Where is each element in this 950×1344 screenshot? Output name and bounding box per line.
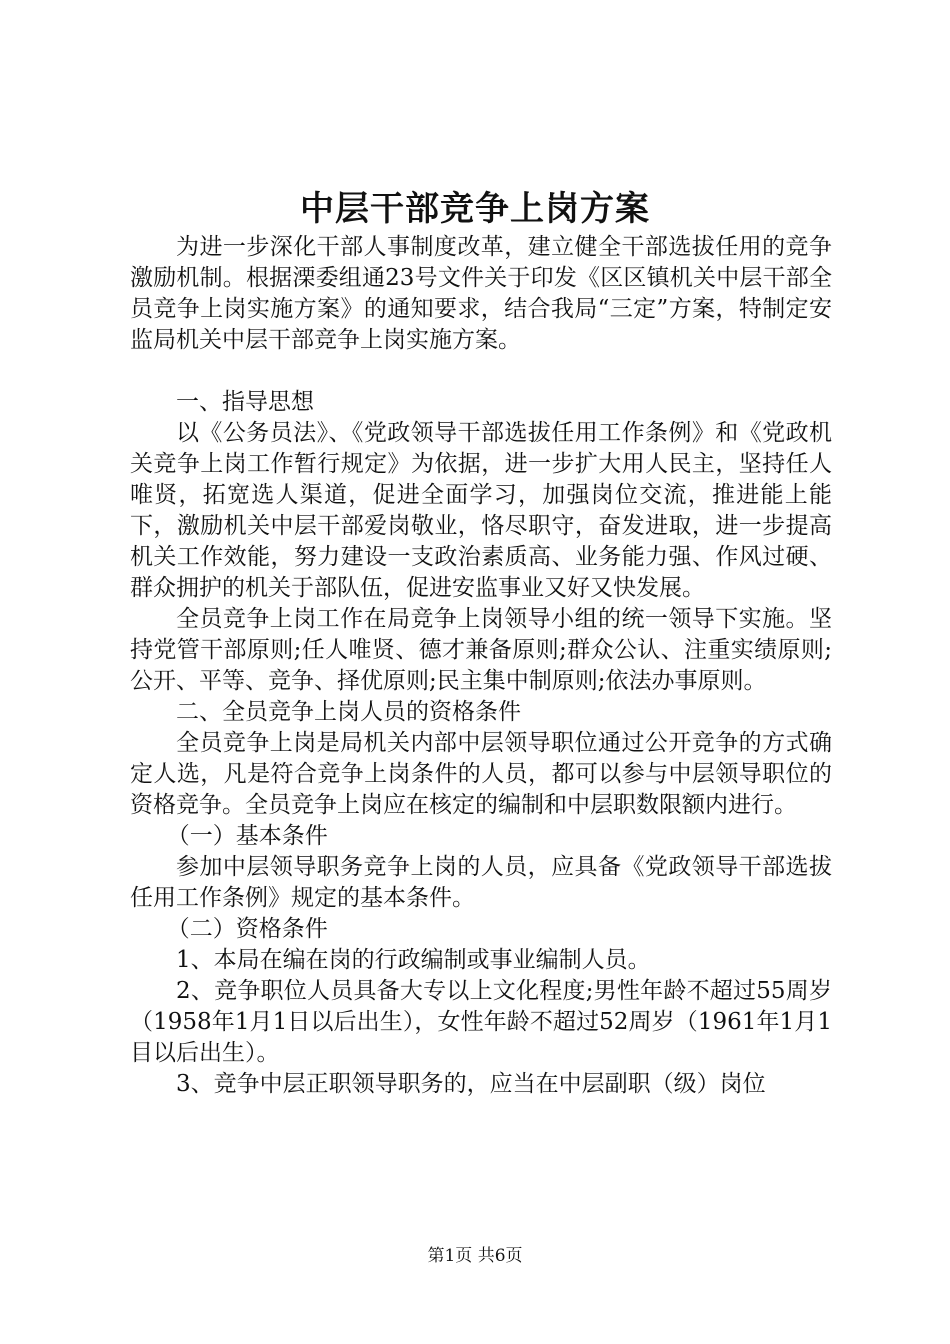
subsection-heading-eligibility-conditions: （二）资格条件	[166, 916, 328, 942]
document-body	[130, 232, 832, 1100]
document-title: 中层干部竞争上岗方案	[300, 189, 650, 229]
page-footer: 第1页 共6页	[427, 1246, 523, 1266]
body-paragraph: 全员竞争上岗工作在局竞争上岗领导小组的统一领导下实施。坚持党管干部原则;任人唯贤、德才兼备原则;群众公认、注重实绩原则;公开、平等、竞争、择优原则;民主集中制原则;依法办事原则。	[130, 606, 832, 694]
list-item: 3、竞争中层正职领导职务的，应当在中层副职（级）岗位	[176, 1071, 766, 1097]
section-heading-qualifications: 二、全员竞争上岗人员的资格条件	[176, 699, 521, 725]
body-paragraph: 以《公务员法》、《党政领导干部选拔任用工作条例》和《党政机关竞争上岗工作暂行规定》为依据，进一步扩大用人民主，坚持任人唯贤，拓宽选人渠道，促进全面学习，加强岗位交流，推进能上能下，激励机关中层干部爱岗敬业，恪尽职守，奋发进取，进一步提高机关工作效能，努力建设一支政治素质高、业务能力强、作风过硬、群众拥护的机关于部队伍，促进安监事业又好又快发展。	[130, 420, 832, 601]
subsection-heading-basic-conditions: （一）基本条件	[166, 823, 328, 849]
body-paragraph: 参加中层领导职务竞争上岗的人员，应具备《党政领导干部选拔任用工作条例》规定的基本条件。	[130, 854, 832, 911]
section-heading-guiding-ideology: 一、指导思想	[176, 389, 314, 415]
intro-paragraph: 为进一步深化干部人事制度改革，建立健全干部选拔任用的竞争激励机制。根据溧委组通23号文件关于印发《区区镇机关中层干部全员竞争上岗实施方案》的通知要求，结合我局“三定”方案，特制定安监局机关中层干部竞争上岗实施方案。	[130, 234, 832, 353]
list-item: 2、竞争职位人员具备大专以上文化程度;男性年龄不超过55周岁（1958年1月1日以后出生），女性年龄不超过52周岁（1961年1月1目以后出生）。	[130, 978, 832, 1066]
body-paragraph: 全员竞争上岗是局机关内部中层领导职位通过公开竞争的方式确定人选，凡是符合竞争上岗条件的人员，都可以参与中层领导职位的资格竞争。全员竞争上岗应在核定的编制和中层职数限额内进行。	[130, 730, 832, 818]
list-item: 1、本局在编在岗的行政编制或事业编制人员。	[176, 947, 651, 973]
